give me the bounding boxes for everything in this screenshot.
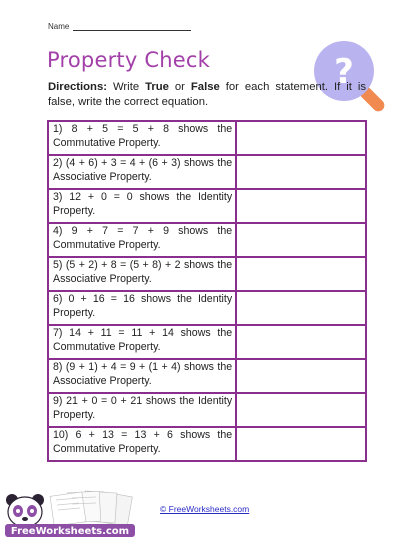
question-text: 3) 12 + 0 = 0 shows the Identity Property.: [48, 189, 236, 223]
questions-table: [47, 120, 367, 462]
page-title: Property Check: [47, 48, 210, 72]
answer-box[interactable]: [236, 121, 366, 155]
answer-box[interactable]: [236, 291, 366, 325]
table-row: [48, 121, 366, 155]
name-label: Name: [48, 22, 70, 31]
question-text: 4) 9 + 7 = 7 + 9 shows the Commutative Property.: [48, 223, 236, 257]
freeworksheets-logo: [2, 486, 152, 538]
table-row: [48, 325, 366, 359]
svg-text:?: ?: [334, 52, 354, 92]
answer-box[interactable]: [236, 325, 366, 359]
answer-box[interactable]: [236, 393, 366, 427]
question-text: 1) 8 + 5 = 5 + 8 shows the Commutative Property.: [48, 121, 236, 155]
question-text: 10) 6 + 13 = 13 + 6 shows the Commutative Property.: [48, 427, 236, 461]
table-row: [48, 359, 366, 393]
directions: [48, 80, 366, 110]
true-word: True: [145, 81, 169, 93]
directions-text-2: or: [168, 81, 191, 93]
directions-label: Directions:: [48, 81, 108, 93]
name-line: [73, 22, 191, 31]
directions-text-3: for each statement. If it is false, write the correct equation.: [48, 81, 366, 108]
table-row: [48, 155, 366, 189]
directions-text-1: Write: [107, 81, 146, 93]
question-text: 2) (4 + 6) + 3 = 4 + (6 + 3) shows the Associative Property.: [48, 155, 236, 189]
table-row: [48, 257, 366, 291]
name-field: [48, 22, 191, 31]
question-text: 5) (5 + 2) + 8 = (5 + 8) + 2 shows the Associative Property.: [48, 257, 236, 291]
table-row: [48, 223, 366, 257]
table-row: [48, 427, 366, 461]
false-word: False: [190, 81, 220, 93]
footer-link[interactable]: © FreeWorksheets.com: [160, 504, 250, 514]
answer-box[interactable]: [236, 189, 366, 223]
logo-text: FreeWorksheets.com: [10, 526, 130, 537]
table-row: [48, 189, 366, 223]
answer-box[interactable]: [236, 155, 366, 189]
question-text: 7) 14 + 11 = 11 + 14 shows the Commutative Property.: [48, 325, 236, 359]
table-row: [48, 291, 366, 325]
panda-mascot-icon: [6, 494, 44, 527]
answer-box[interactable]: [236, 257, 366, 291]
answer-box[interactable]: [236, 359, 366, 393]
answer-box[interactable]: [236, 223, 366, 257]
answer-box[interactable]: [236, 427, 366, 461]
table-row: [48, 393, 366, 427]
question-text: 9) 21 + 0 = 0 + 21 shows the Identity Property.: [48, 393, 236, 427]
worksheet-stack-icon: [50, 491, 132, 527]
question-text: 8) (9 + 1) + 4 = 9 + (1 + 4) shows the Associative Property.: [48, 359, 236, 393]
question-text: 6) 0 + 16 = 16 shows the Identity Property.: [48, 291, 236, 325]
